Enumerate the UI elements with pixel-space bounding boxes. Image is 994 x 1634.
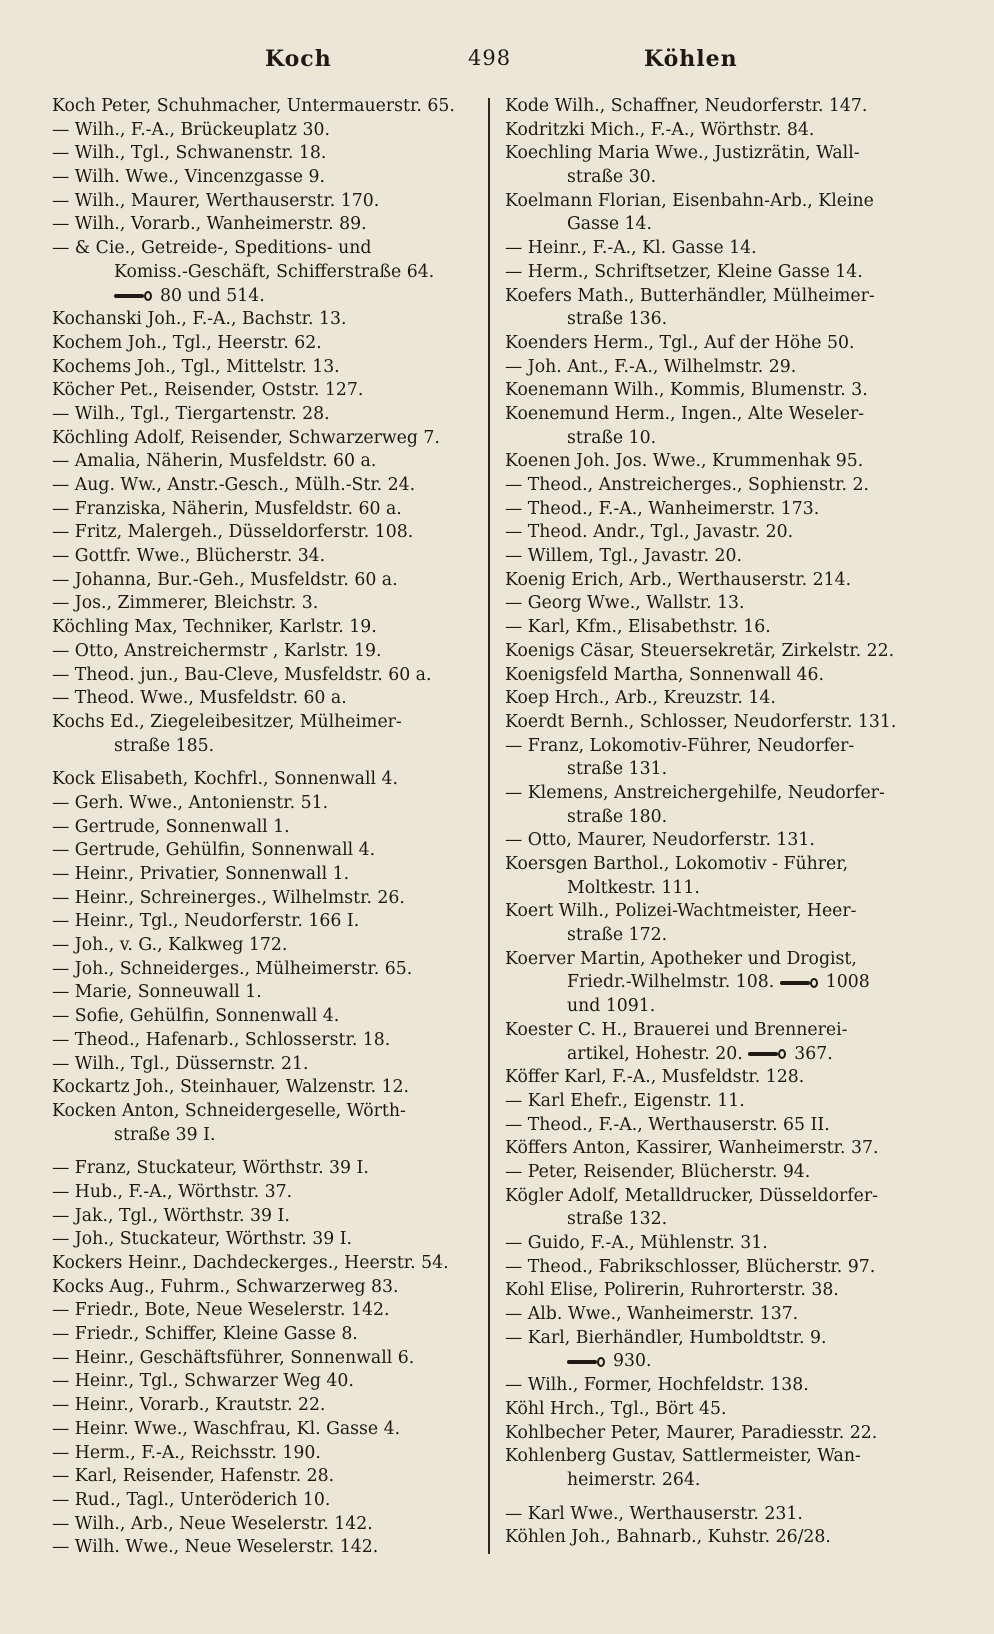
directory-entry-line: — & Cie., Getreide-, Speditions- und	[52, 238, 372, 259]
directory-entry-line: Kögler Adolf, Metalldrucker, Düsseldorfer-	[505, 1185, 878, 1206]
directory-entry-line: Kode Wilh., Schaffner, Neudorferstr. 147.	[505, 96, 868, 116]
directory-entry-line: Koenigsfeld Martha, Sonnenwall 46.	[505, 664, 824, 685]
directory-entry-line: Gasse 14.	[567, 214, 653, 235]
directory-entry-line: Köhl Hrch., Tgl., Bört 45.	[505, 1398, 727, 1419]
directory-entry-line: — Heinr., F.-A., Kl. Gasse 14.	[505, 238, 757, 259]
directory-entry-line: — Guido, F.-A., Mühlenstr. 31.	[505, 1233, 768, 1253]
directory-entry-line: — Gertrude, Sonnenwall 1.	[52, 816, 290, 837]
directory-entry-line: Köffers Anton, Kassirer, Wanheimerstr. 37.	[505, 1138, 879, 1159]
directory-entry-line: Koenders Herm., Tgl., Auf der Höhe 50.	[505, 332, 855, 353]
directory-entry-line: Koerdt Bernh., Schlosser, Neudorferstr. 131.	[505, 711, 897, 732]
directory-entry-line	[505, 971, 955, 995]
directory-entry-line: Kochems Joh., Tgl., Mittelstr. 13.	[52, 356, 340, 377]
directory-entry-line: und 1091.	[567, 996, 656, 1017]
directory-entry-line: — Heinr., Privatier, Sonnenwall 1.	[52, 864, 350, 884]
directory-entry-line: straße 131.	[567, 759, 668, 780]
directory-entry-line: Kochs Ed., Ziegeleibesitzer, Mülheimer-	[52, 711, 402, 732]
directory-entry-line: Koert Wilh., Polizei-Wachtmeister, Heer-	[505, 901, 857, 922]
directory-entry-line: — Georg Wwe., Wallstr. 13.	[505, 593, 745, 614]
header-left-name: Koch	[265, 46, 332, 72]
directory-entry-line: Koersgen Barthol., Lokomotiv - Führer,	[505, 854, 849, 874]
directory-entry-line: — Joh. Ant., F.-A., Wilhelmstr. 29.	[505, 356, 797, 377]
directory-entry-line: Kocken Anton, Schneidergeselle, Wörth-	[52, 1100, 406, 1121]
directory-entry-line: — Theod., F.-A., Wanheimerstr. 173.	[505, 498, 820, 519]
directory-entry-line: Koenemund Herm., Ingen., Alte Weseler-	[505, 403, 865, 424]
directory-entry-line: — Johanna, Bur.-Geh., Musfeldstr. 60 a.	[52, 569, 398, 590]
directory-entry-line	[505, 1043, 955, 1067]
telephone-number: 367.	[794, 1043, 833, 1064]
directory-entry-line: — Heinr., Tgl., Schwarzer Weg 40.	[52, 1371, 354, 1392]
directory-entry-line: Kochem Joh., Tgl., Heerstr. 62.	[52, 332, 322, 353]
directory-entry-line: — Heinr. Wwe., Waschfrau, Kl. Gasse 4.	[52, 1418, 401, 1439]
directory-entry-line: — Theod. jun., Bau-Cleve, Musfeldstr. 60 a.	[52, 664, 432, 685]
directory-entry-line: — Heinr., Vorarb., Krautstr. 22.	[52, 1395, 326, 1416]
directory-entry-line: — Wilh., Tgl., Düssernstr. 21.	[52, 1053, 309, 1074]
directory-entry-line: Kohlenberg Gustav, Sattlermeister, Wan-	[505, 1446, 861, 1467]
directory-entry-line: straße 30.	[567, 167, 657, 188]
directory-entry-line: — Willem, Tgl., Javastr. 20.	[505, 546, 742, 567]
directory-entry-line: — Otto, Anstreichermstr , Karlstr. 19.	[52, 640, 382, 661]
directory-entry-line: Koenigs Cäsar, Steuersekretär, Zirkelstr. 22.	[505, 640, 895, 661]
directory-entry-line: — Franz, Stuckateur, Wörthstr. 39 I.	[52, 1158, 369, 1179]
directory-entry-line: — Joh., v. G., Kalkweg 172.	[52, 935, 288, 956]
directory-entry-line: Koenig Erich, Arb., Werthauserstr. 214.	[505, 569, 852, 590]
entry-text: artikel, Hohestr. 20.	[567, 1043, 749, 1064]
page-number: 498	[468, 46, 512, 70]
directory-entry-line: — Joh., Schneiderges., Mülheimerstr. 65.	[52, 958, 413, 979]
directory-entry-line: Köcher Pet., Reisender, Oststr. 127.	[52, 380, 364, 401]
directory-entry-line: — Wilh. Wwe., Vincenzgasse 9.	[52, 167, 325, 188]
directory-entry-line: straße 132.	[567, 1209, 668, 1230]
directory-entry-line: — Franz, Lokomotiv-Führer, Neudorfer-	[505, 735, 855, 756]
directory-entry-line: — Herm., Schriftsetzer, Kleine Gasse 14.	[505, 261, 863, 282]
directory-entry-line: Kocks Aug., Fuhrm., Schwarzerweg 83.	[52, 1276, 399, 1297]
directory-entry-line: — Fritz, Malergeh., Düsseldorferstr. 108.	[52, 522, 414, 543]
telephone-icon	[780, 978, 820, 988]
directory-entry-line: — Theod., Hafenarb., Schlosserstr. 18.	[52, 1029, 391, 1050]
directory-entry-line: — Herm., F.-A., Reichsstr. 190.	[52, 1442, 321, 1463]
directory-entry-line: — Wilh., Former, Hochfeldstr. 138.	[505, 1375, 809, 1396]
directory-entry-line: Kodritzki Mich., F.-A., Wörthstr. 84.	[505, 119, 815, 140]
directory-entry-line: Komiss.-Geschäft, Schifferstraße 64.	[114, 261, 435, 282]
directory-entry-line: — Wilh., Vorarb., Wanheimerstr. 89.	[52, 214, 367, 235]
directory-entry-line: Kockartz Joh., Steinhauer, Walzenstr. 12.	[52, 1077, 410, 1098]
directory-entry-line: heimerstr. 264.	[567, 1469, 701, 1490]
directory-entry-line: — Theod. Andr., Tgl., Javastr. 20.	[505, 522, 794, 543]
directory-entry-line: Koenen Joh. Jos. Wwe., Krummenhak 95.	[505, 451, 864, 472]
directory-entry-line: straße 136.	[567, 309, 668, 330]
directory-entry-line: — Jak., Tgl., Wörthstr. 39 I.	[52, 1205, 290, 1226]
directory-entry-line: straße 39 I.	[114, 1124, 216, 1145]
directory-entry-line: — Gertrude, Gehülfin, Sonnenwall 4.	[52, 840, 376, 861]
directory-entry-line: — Klemens, Anstreichergehilfe, Neudorfer-	[505, 782, 885, 803]
directory-entry-line: — Gerh. Wwe., Antonienstr. 51.	[52, 792, 329, 813]
directory-entry-line: — Joh., Stuckateur, Wörthstr. 39 I.	[52, 1229, 353, 1250]
column-divider	[488, 98, 490, 1554]
directory-entry-line: Köffer Karl, F.-A., Musfeldstr. 128.	[505, 1067, 805, 1088]
directory-entry-line: Koechling Maria Wwe., Justizrätin, Wall-	[505, 143, 860, 164]
directory-entry-line	[52, 285, 482, 309]
directory-entry-line: Koerver Martin, Apotheker und Drogist,	[505, 948, 857, 969]
telephone-icon	[567, 1357, 607, 1367]
directory-entry-line: — Karl, Kfm., Elisabethstr. 16.	[505, 617, 771, 638]
directory-entry-line: — Theod., Anstreicherges., Sophienstr. 2.	[505, 475, 869, 495]
directory-entry-line: straße 185.	[114, 735, 215, 756]
directory-entry-line: Kochanski Joh., F.-A., Bachstr. 13.	[52, 309, 347, 330]
directory-entry-line: straße 180.	[567, 806, 668, 827]
directory-entry-line: Koester C. H., Brauerei und Brennerei-	[505, 1019, 848, 1040]
directory-entry-line: — Jos., Zimmerer, Bleichstr. 3.	[52, 593, 319, 614]
directory-entry-line: Koch Peter, Schuhmacher, Untermauerstr. 65.	[52, 96, 455, 116]
directory-entry-line: Kohl Elise, Polirerin, Ruhrorterstr. 38.	[505, 1280, 839, 1301]
telephone-icon	[748, 1049, 788, 1059]
header-right-name: Köhlen	[644, 46, 738, 72]
directory-entry-line: — Heinr., Tgl., Neudorferstr. 166 I.	[52, 911, 360, 932]
directory-entry-line: Kohlbecher Peter, Maurer, Paradiesstr. 22.	[505, 1422, 878, 1443]
directory-entry-line: — Alb. Wwe., Wanheimerstr. 137.	[505, 1304, 799, 1325]
directory-entry-line: — Wilh. Wwe., Neue Weselerstr. 142.	[52, 1537, 379, 1558]
directory-entry-line: Moltkestr. 111.	[567, 877, 700, 898]
telephone-icon	[114, 291, 154, 301]
directory-entry-line: Kock Elisabeth, Kochfrl., Sonnenwall 4.	[52, 769, 398, 790]
directory-entry-line: straße 172.	[567, 925, 668, 946]
directory-entry-line: Köchling Adolf, Reisender, Schwarzerweg 7.	[52, 427, 440, 448]
directory-entry-line: — Franziska, Näherin, Musfeldstr. 60 a.	[52, 498, 402, 519]
directory-entry-line	[505, 1350, 955, 1374]
directory-entry-line: — Karl Ehefr., Eigenstr. 11.	[505, 1090, 745, 1111]
directory-entry-line: — Wilh., Tgl., Tiergartenstr. 28.	[52, 403, 330, 424]
directory-entry-line: — Aug. Ww., Anstr.-Gesch., Mülh.-Str. 24.	[52, 475, 416, 495]
directory-entry-line: Koenemann Wilh., Kommis, Blumenstr. 3.	[505, 380, 868, 401]
directory-entry-line: — Heinr., Geschäftsführer, Sonnenwall 6.	[52, 1347, 415, 1368]
directory-entry-line: — Sofie, Gehülfin, Sonnenwall 4.	[52, 1006, 340, 1027]
directory-entry-line: — Karl, Bierhändler, Humboldtstr. 9.	[505, 1327, 827, 1348]
directory-entry-line: Koelmann Florian, Eisenbahn-Arb., Kleine	[505, 190, 874, 211]
directory-entry-line: — Heinr., Schreinerges., Wilhelmstr. 26.	[52, 887, 405, 908]
directory-entry-line: — Wilh., Maurer, Werthauserstr. 170.	[52, 190, 380, 211]
directory-entry-line: Koefers Math., Butterhändler, Mülheimer-	[505, 285, 875, 306]
directory-entry-line: — Friedr., Bote, Neue Weselerstr. 142.	[52, 1300, 390, 1321]
directory-entry-line: Köchling Max, Techniker, Karlstr. 19.	[52, 617, 377, 638]
directory-entry-line: — Theod., F.-A., Werthauserstr. 65 II.	[505, 1114, 830, 1135]
directory-entry-line: — Wilh., F.-A., Brückeuplatz 30.	[52, 119, 331, 140]
directory-entry-line: — Hub., F.-A., Wörthstr. 37.	[52, 1181, 293, 1202]
directory-entry-line: — Friedr., Schiffer, Kleine Gasse 8.	[52, 1324, 358, 1345]
directory-entry-line: Koep Hrch., Arb., Kreuzstr. 14.	[505, 688, 776, 709]
entry-text: 930.	[613, 1351, 652, 1372]
entry-text: Friedr.-Wilhelmstr. 108.	[567, 972, 780, 993]
entry-text: 80 und 514.	[160, 285, 265, 306]
directory-entry-line: — Theod., Fabrikschlosser, Blücherstr. 97.	[505, 1256, 876, 1277]
directory-entry-line: — Wilh., Arb., Neue Weselerstr. 142.	[52, 1513, 373, 1534]
directory-entry-line: — Amalia, Näherin, Musfeldstr. 60 a.	[52, 451, 377, 472]
directory-entry-line: Köhlen Joh., Bahnarb., Kuhstr. 26/28.	[505, 1527, 831, 1548]
directory-entry-line: — Otto, Maurer, Neudorferstr. 131.	[505, 830, 815, 851]
directory-entry-line: — Theod. Wwe., Musfeldstr. 60 a.	[52, 688, 347, 709]
directory-entry-line: Kockers Heinr., Dachdeckerges., Heerstr. 54.	[52, 1253, 449, 1273]
directory-entry-line: — Wilh., Tgl., Schwanenstr. 18.	[52, 143, 327, 164]
telephone-number: 1008	[825, 972, 870, 993]
directory-entry-line: straße 10.	[567, 427, 657, 448]
directory-entry-line: — Marie, Sonneuwall 1.	[52, 982, 262, 1003]
directory-entry-line: — Karl, Reisender, Hafenstr. 28.	[52, 1466, 335, 1487]
right-column	[505, 95, 955, 1550]
directory-entry-line: — Peter, Reisender, Blücherstr. 94.	[505, 1161, 811, 1182]
left-column	[52, 95, 482, 1560]
directory-entry-line: — Karl Wwe., Werthauserstr. 231.	[505, 1503, 803, 1524]
directory-entry-line: — Rud., Tagl., Unteröderich 10.	[52, 1489, 331, 1510]
directory-entry-line: — Gottfr. Wwe., Blücherstr. 34.	[52, 546, 326, 567]
